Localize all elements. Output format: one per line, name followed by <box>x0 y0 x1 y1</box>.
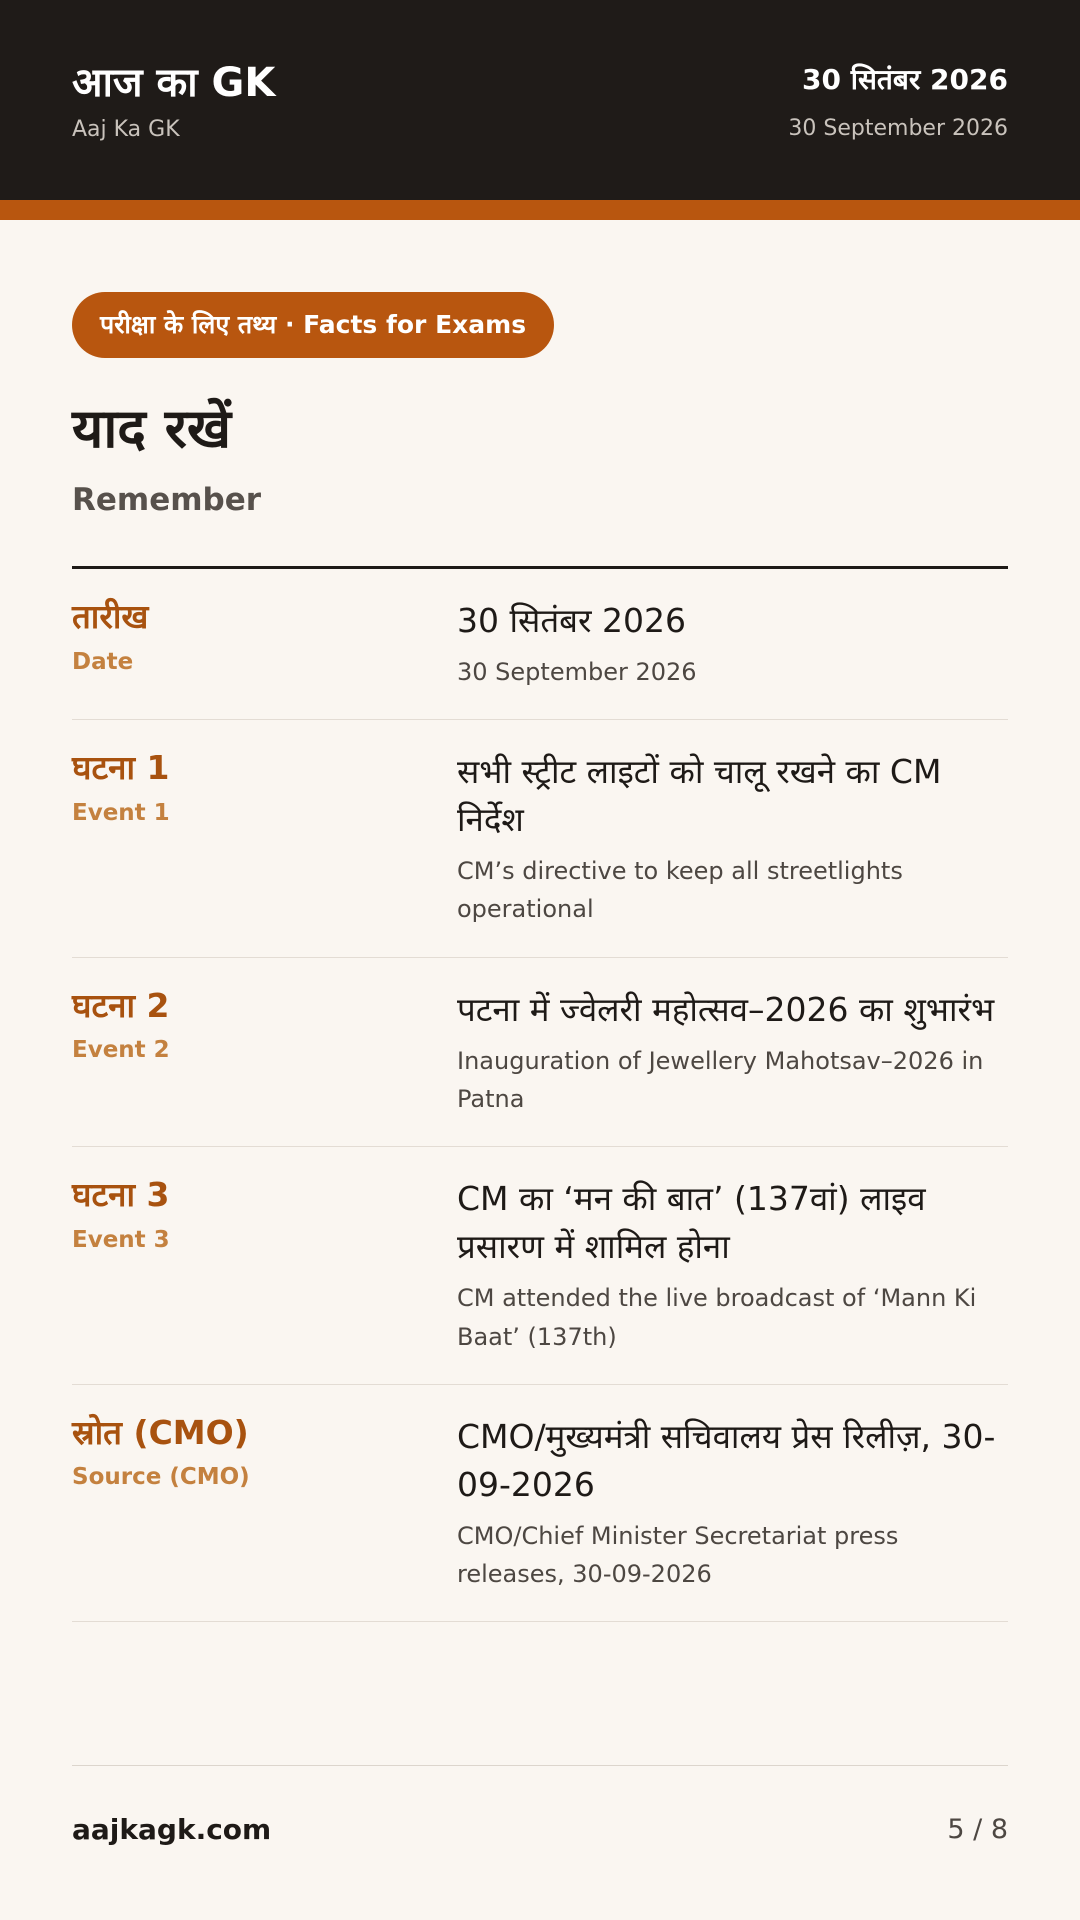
fact-row-source <box>72 1385 1008 1622</box>
category-badge: परीक्षा के लिए तथ्य · Facts for Exams <box>72 292 554 358</box>
fact-value-english: 30 September 2026 <box>457 657 697 686</box>
fact-label-hindi: तारीख <box>72 597 149 637</box>
brand-subtitle: Aaj Ka GK <box>72 116 180 142</box>
fact-row-event-3 <box>72 1147 1008 1384</box>
fact-label <box>72 1413 457 1593</box>
page-subtitle: Remember <box>72 482 262 519</box>
fact-row-event-1 <box>72 720 1008 957</box>
fact-label-english: Event 3 <box>72 1227 170 1254</box>
date-hindi: 30 सितंबर 2026 <box>802 62 1008 96</box>
brand <box>72 59 275 142</box>
fact-label-hindi: घटना 2 <box>72 985 170 1025</box>
fact-label <box>72 748 457 928</box>
fact-label-english: Source (CMO) <box>72 1464 250 1491</box>
fact-value-english: CM attended the live broadcast of ‘Mann Ki Baat’ (137th) <box>457 1284 977 1351</box>
header-date <box>788 60 1008 141</box>
fact-label-english: Event 2 <box>72 1037 170 1064</box>
fact-value <box>457 1175 1008 1355</box>
fact-value-hindi: CM का ‘मन की बात’ (137वां) लाइव प्रसारण में शामिल होना <box>457 1179 926 1267</box>
brand-title: आज का GK <box>72 59 276 106</box>
fact-value-english: CMO/Chief Minister Secretariat press releases, 30-09-2026 <box>457 1521 899 1588</box>
date-english: 30 September 2026 <box>788 115 1008 141</box>
fact-label-hindi: स्रोत (CMO) <box>72 1412 249 1452</box>
main-content <box>0 220 1080 1622</box>
accent-bar <box>0 200 1080 220</box>
fact-value-hindi: 30 सितंबर 2026 <box>457 601 686 641</box>
fact-value-hindi: पटना में ज्वेलरी महोत्सव–2026 का शुभारंभ <box>457 989 995 1029</box>
fact-value <box>457 748 1008 928</box>
footer <box>72 1765 1008 1893</box>
fact-value-english: Inauguration of Jewellery Mahotsav–2026 in Patna <box>457 1046 984 1114</box>
fact-label-hindi: घटना 3 <box>72 1175 170 1215</box>
fact-value <box>457 597 1008 691</box>
fact-value <box>457 1413 1008 1593</box>
fact-label-english: Date <box>72 648 134 675</box>
fact-row-event-2 <box>72 958 1008 1148</box>
fact-row-date <box>72 569 1008 720</box>
fact-value-hindi: सभी स्ट्रीट लाइटों को चालू रखने का CM निर्देश <box>457 752 942 840</box>
header <box>0 0 1080 200</box>
fact-value-english: CM’s directive to keep all streetlights operational <box>457 857 903 924</box>
fact-label <box>72 986 457 1119</box>
page-indicator: 5 / 8 <box>947 1814 1008 1845</box>
fact-value-hindi: CMO/मुख्यमंत्री सचिवालय प्रेस रिलीज़, 30-09-2026 <box>457 1416 996 1504</box>
facts-table <box>72 566 1008 1622</box>
fact-label-hindi: घटना 1 <box>72 748 170 788</box>
fact-label-english: Event 1 <box>72 799 170 826</box>
fact-value <box>457 986 1008 1119</box>
fact-label <box>72 1175 457 1355</box>
fact-label <box>72 597 457 691</box>
page-title: याद रखें <box>72 397 232 460</box>
site-link[interactable]: aajkagk.com <box>72 1813 272 1846</box>
